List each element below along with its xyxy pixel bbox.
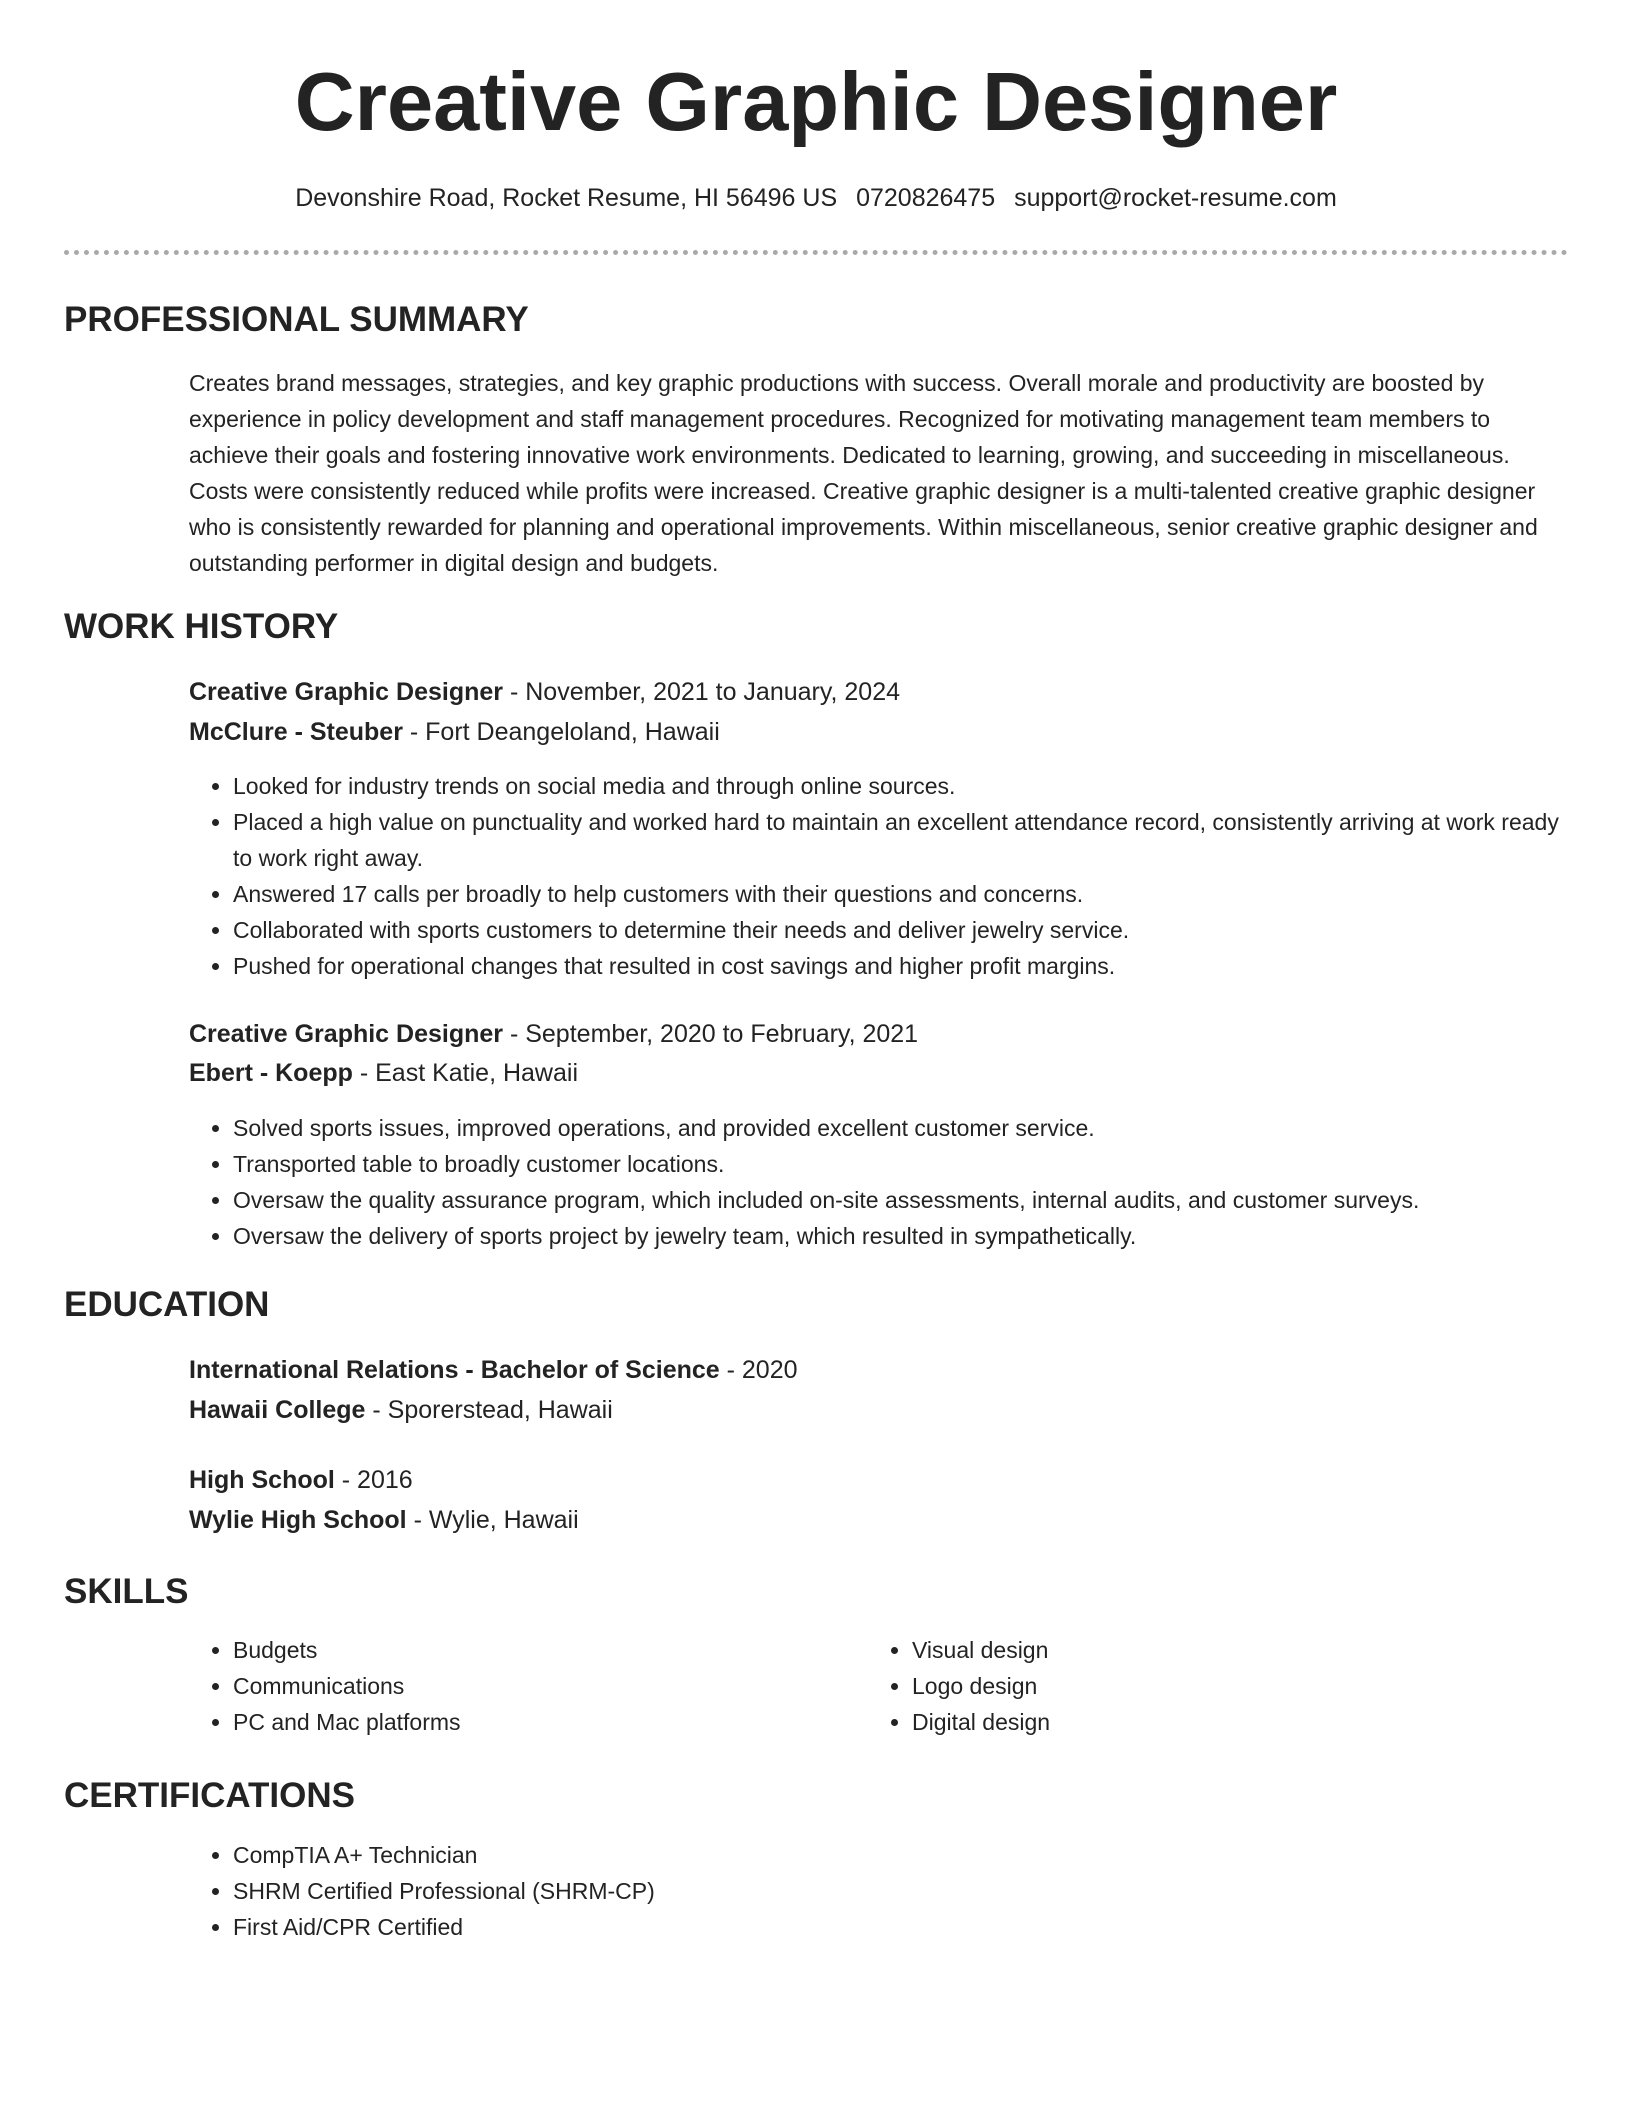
skills-list-left — [189, 1632, 853, 1740]
education-1-degree: International Relations - Bachelor of Science — [189, 1356, 720, 1384]
section-title-skills: SKILLS — [64, 1572, 189, 1611]
education-1-school: Hawaii College — [189, 1396, 366, 1424]
education-2-school-line — [189, 1503, 579, 1537]
list-item: • Oversaw the delivery of sports project by jewelry team, which resulted in sympathetically. — [233, 1218, 1569, 1254]
education-1-year: - 2020 — [719, 1356, 798, 1384]
job-1-title-line — [189, 675, 900, 709]
education-2-location: - Wylie, Hawaii — [406, 1506, 579, 1534]
summary-text: Creates brand messages, strategies, and key graphic productions with success. Overall morale and productivity are boosted by experience in policy development and staff management procedures. Recognized for motivating management team members to achieve their goals and fostering innovative work environments. Dedicated to learning, growing, and succeeding in miscellaneous. Costs were consistently reduced while profits were increased. Creative graphic designer is a multi-talented creative graphic designer who is consistently rewarded for planning and operational improvements. Within miscellaneous, senior creative graphic designer and outstanding performer in digital design and budgets. — [189, 370, 1538, 576]
list-item: • PC and Mac platforms — [233, 1704, 853, 1740]
list-item: • Digital design — [912, 1704, 1532, 1740]
job-2-title-line — [189, 1017, 918, 1051]
list-item: • Visual design — [912, 1632, 1532, 1668]
contact-address: Devonshire Road, Rocket Resume, HI 56496 US — [295, 184, 838, 212]
list-item: • Communications — [233, 1668, 853, 1704]
contact-info — [0, 182, 1632, 214]
education-1-location: - Sporerstead, Hawaii — [365, 1396, 613, 1424]
section-title-work-history: WORK HISTORY — [64, 607, 339, 646]
list-item: • Looked for industry trends on social media and through online sources. — [233, 768, 1569, 804]
contact-email: support@rocket-resume.com — [1014, 184, 1337, 212]
list-item: • Placed a high value on punctuality and worked hard to maintain an excellent attendance record, consistently arriving at work ready to work right away. — [233, 804, 1569, 876]
job-1-location: - Fort Deangeloland, Hawaii — [402, 718, 720, 746]
list-item: • Oversaw the quality assurance program, which included on-site assessments, internal audits, and customer surveys. — [233, 1182, 1569, 1218]
list-item: • Answered 17 calls per broadly to help customers with their questions and concerns. — [233, 876, 1569, 912]
list-item: • Pushed for operational changes that resulted in cost savings and higher profit margins. — [233, 948, 1569, 984]
skills-list-right — [868, 1632, 1532, 1740]
resume-name: Creative Graphic Designer — [294, 55, 1338, 148]
job-2-company-line — [189, 1056, 578, 1090]
header-divider — [64, 250, 1568, 255]
job-1-bullets — [189, 768, 1569, 984]
education-2-year: - 2016 — [334, 1466, 413, 1494]
job-1-dates: - November, 2021 to January, 2024 — [503, 678, 901, 706]
list-item: • Collaborated with sports customers to determine their needs and deliver jewelry service. — [233, 912, 1569, 948]
section-title-certifications: CERTIFICATIONS — [64, 1776, 356, 1815]
list-item: • First Aid/CPR Certified — [233, 1909, 1569, 1945]
list-item: • Solved sports issues, improved operations, and provided excellent customer service. — [233, 1110, 1569, 1146]
job-1-company-line — [189, 715, 720, 749]
education-2-school: Wylie High School — [189, 1506, 407, 1534]
list-item: • Logo design — [912, 1668, 1532, 1704]
section-title-education: EDUCATION — [64, 1285, 270, 1324]
job-1-role: Creative Graphic Designer — [189, 678, 504, 706]
education-1-school-line — [189, 1393, 613, 1427]
certifications-list — [189, 1837, 1569, 1945]
education-2-degree: High School — [189, 1466, 335, 1494]
education-1-degree-line — [189, 1353, 798, 1387]
job-2-dates: - September, 2020 to February, 2021 — [503, 1020, 919, 1048]
job-2-bullets — [189, 1110, 1569, 1254]
list-item: • Budgets — [233, 1632, 853, 1668]
job-1-company: McClure - Steuber — [189, 718, 403, 746]
list-item: • CompTIA A+ Technician — [233, 1837, 1569, 1873]
contact-phone: 0720826475 — [856, 184, 996, 212]
job-2-location: - East Katie, Hawaii — [352, 1059, 578, 1087]
section-title-summary: PROFESSIONAL SUMMARY — [64, 300, 529, 339]
list-item: • SHRM Certified Professional (SHRM-CP) — [233, 1873, 1569, 1909]
job-2-company: Ebert - Koepp — [189, 1059, 353, 1087]
list-item: • Transported table to broadly customer locations. — [233, 1146, 1569, 1182]
job-2-role: Creative Graphic Designer — [189, 1020, 504, 1048]
education-2-degree-line — [189, 1463, 413, 1497]
